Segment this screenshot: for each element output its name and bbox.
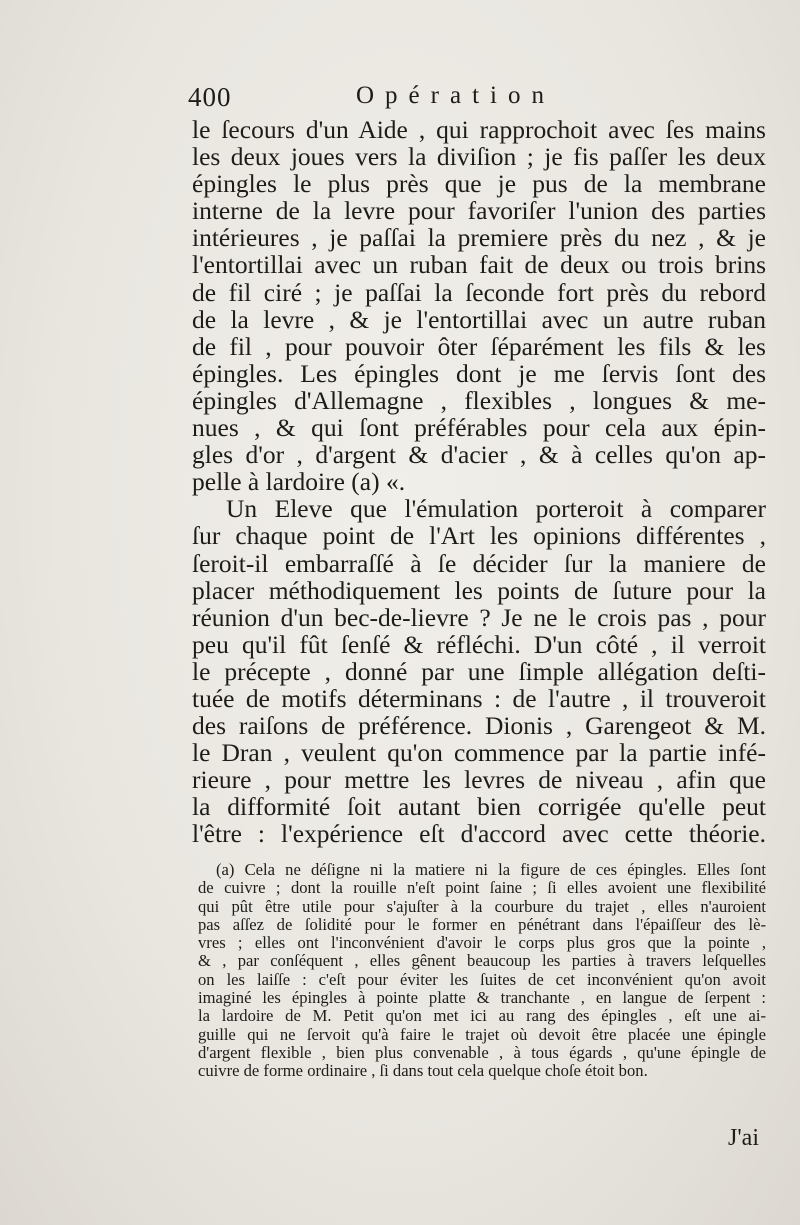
text-line: l'être : l'expérience eſt d'accord avec cette théorie. [192,819,766,849]
footnote-line: (a) Cela ne déſigne ni la matiere ni la figure de ces épingles. Elles ſont [216,860,766,879]
text-line: ſeroit-il embarraſſé à ſe décider ſur la maniere de [192,548,766,578]
text-line: épingles le plus près que je pus de la membrane [192,169,766,199]
text-line: l'entortillai avec un ruban fait de deux ou trois brins [192,250,766,280]
footnote-line: d'argent flexible , bien plus convenable , à tous égards , qu'une épingle de [198,1042,766,1062]
text-line: placer méthodiquement les points de ſuture pour la [192,575,766,605]
paragraph-first-line: Un Eleve que l'émulation porteroit à comparer [226,494,766,524]
text-line: de fil ciré ; je paſſai la ſeconde fort près du rebord [192,277,766,307]
text-line: de fil , pour pouvoir ôter ſéparément les fils & les [192,331,766,361]
text-line: le Dran , veulent qu'on commence par la partie infé- [192,738,766,768]
text-line: les deux joues vers la diviſion ; je fis paſſer les deux [192,142,766,172]
text-line: intérieures , je paſſai la premiere près du nez , & je [192,223,766,253]
text-line: la difformité ſoit autant bien corrigée qu'elle peut [192,792,766,822]
catchword: J'ai [728,1125,759,1151]
text-line: tuée de motifs déterminans : de l'autre , il trouveroit [192,683,766,713]
text-line: le précepte , donné par une ſimple allégation deſti- [192,656,766,686]
text-line: ſur chaque point de l'Art les opinions différentes , [192,521,766,551]
footnote [198,861,766,1081]
text-line: des raiſons de préférence. Dionis , Garengeot & M. [192,711,766,741]
footnote-line: imaginé les épingles à pointe platte & tranchante , en langue de ſerpent : [198,988,766,1008]
text-line: le ſecours d'un Aide , qui rapprochoit avec ſes mains [192,115,766,144]
main-text [192,116,766,848]
text-line: épingles. Les épingles dont je me ſervis ſont des [192,358,766,388]
footnote-line: qui pût être utile pour s'ajuſter à la courbure du trajet , elles n'auroient [198,896,766,916]
page-header [188,82,778,116]
text-line: de la levre , & je l'entortillai avec un autre ruban [192,304,766,334]
footnote-line: on les laiſſe : c'eſt pour éviter les ſuites de cet inconvénient qu'on avoit [198,969,766,989]
text-line: épingles d'Allemagne , flexibles , longues & me- [192,385,766,415]
footnote-line: la lardoire de M. Petit qu'on met ici au rang des épingles , eſt une ai- [198,1006,766,1026]
footnote-line: guille qui ne ſervoit qu'à faire le trajet où devoit être placée une épingle [198,1024,766,1044]
text-line: peu qu'il fût ſenſé & réfléchi. D'un côté , il verroit [192,629,766,659]
footnote-line: cuivre de forme ordinaire , ſi dans tout cela quelque choſe étoit bon. [198,1061,648,1081]
text-line: pelle à lardoire (a) «. [192,467,406,497]
text-line: rieure , pour mettre les levres de niveau , afin que [192,765,766,795]
text-line: réunion d'un bec-de-lievre ? Je ne le crois pas , pour [192,602,766,632]
text-line: interne de la levre pour favoriſer l'union des parties [192,196,766,226]
footnote-line: pas aſſez de ſolidité pour le former en pénétrant dans l'épaiſſeur des lè- [198,914,766,934]
text-line: nues , & qui ſont préférables pour cela aux épin- [192,413,766,443]
footnote-line: de cuivre ; dont la rouille n'eſt point ſaine ; ſi elles avoient une flexibilité [198,878,766,898]
page-number: 400 [188,82,232,112]
footnote-line: & , par conſéquent , elles gênent beaucoup les parties à travers leſquelles [198,951,766,971]
footnote-line: vres ; elles ont l'inconvénient d'avoir le corps plus gros que la pointe , [198,933,766,953]
text-line: gles d'or , d'argent & d'acier , & à celles qu'on ap- [192,440,766,470]
running-title: Opération [356,82,555,109]
